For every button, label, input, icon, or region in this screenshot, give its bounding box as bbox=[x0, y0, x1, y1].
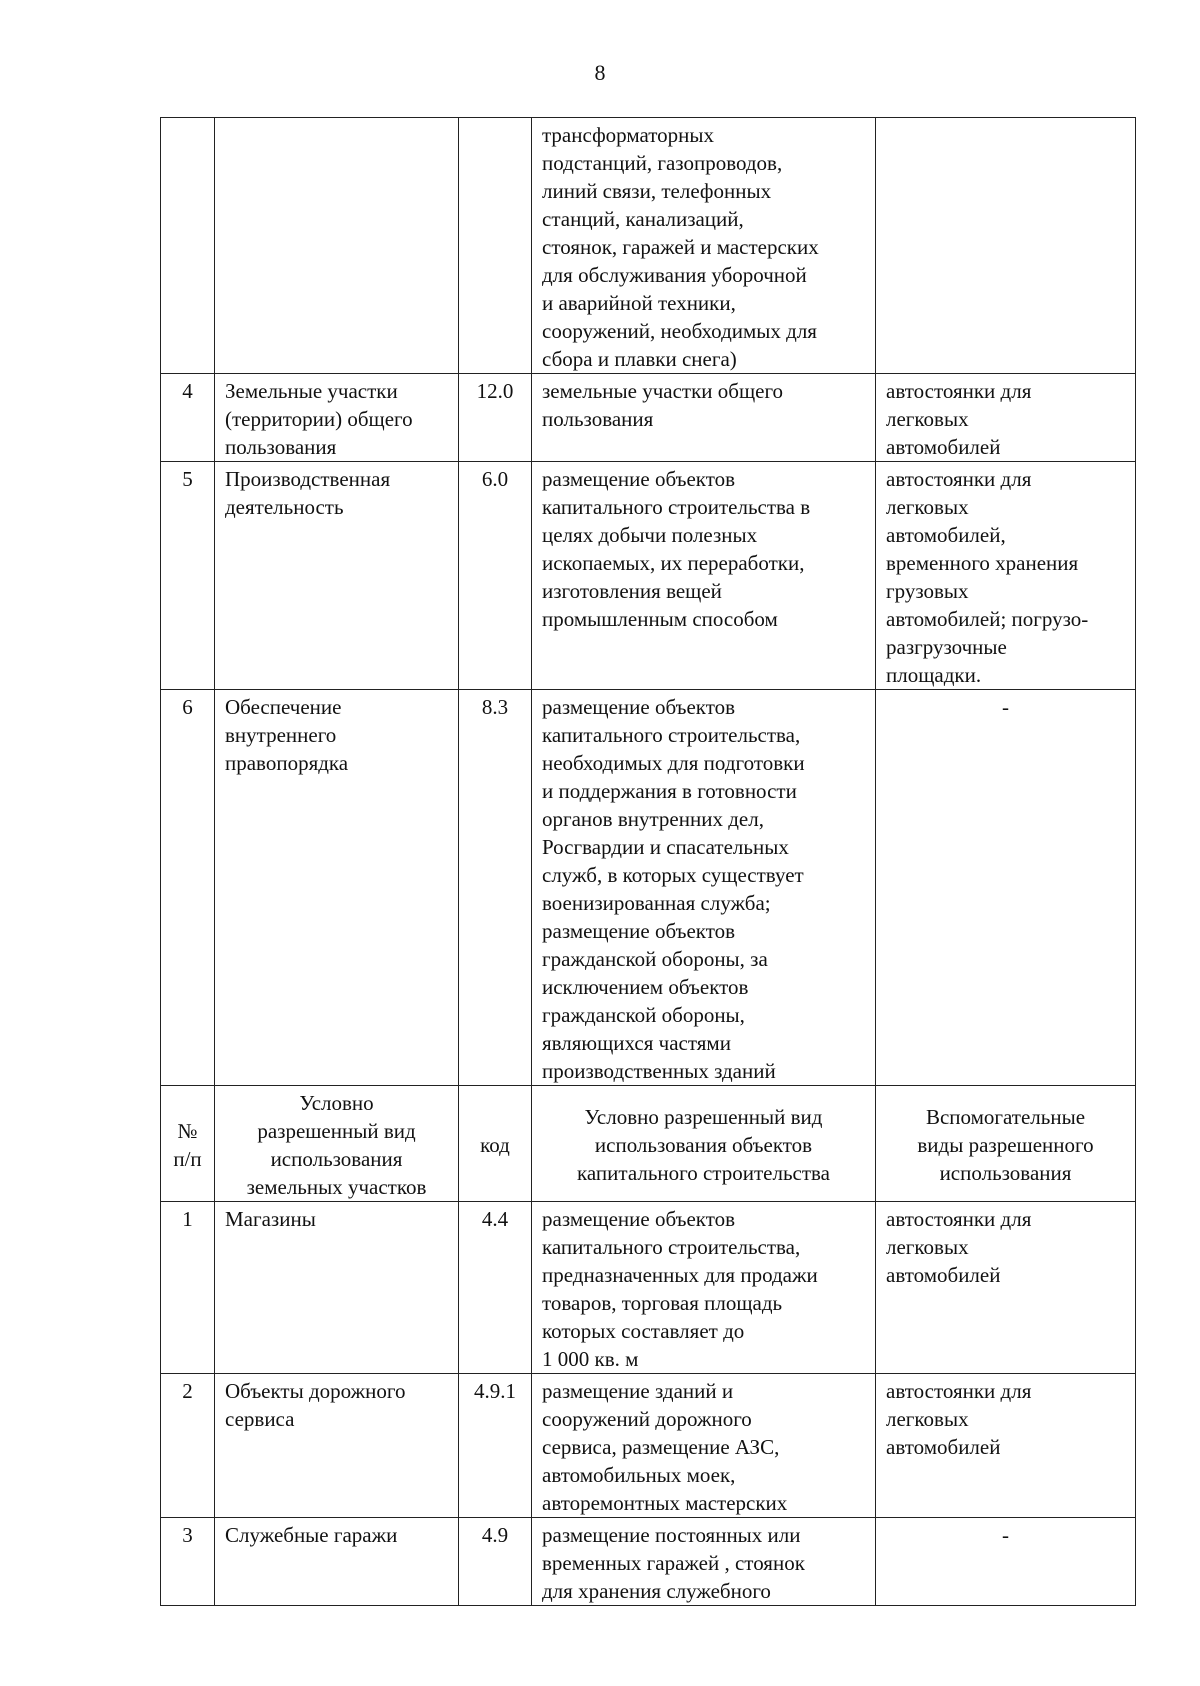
table-row bbox=[161, 690, 1136, 1086]
description-cell: размещение объектов капитального строительства, предназначенных для продажи товаров, торговая площадь которых составляет до 1 000 кв. м bbox=[532, 1202, 876, 1374]
code-cell: 4.4 bbox=[459, 1202, 532, 1374]
table-row bbox=[161, 462, 1136, 690]
header-description-cell: Условно разрешенный вид использования объектов капитального строительства bbox=[532, 1086, 876, 1202]
land-use-name-cell: Магазины bbox=[215, 1202, 459, 1374]
row-number-cell: 3 bbox=[161, 1518, 215, 1606]
auxiliary-use-cell bbox=[876, 118, 1136, 374]
description-cell: размещение зданий и сооружений дорожного сервиса, размещение АЗС, автомобильных моек, авторемонтных мастерских bbox=[532, 1374, 876, 1518]
table-row bbox=[161, 1202, 1136, 1374]
auxiliary-use-cell: автостоянки для легковых автомобилей bbox=[876, 1374, 1136, 1518]
code-cell: 12.0 bbox=[459, 374, 532, 462]
conditional-use-header-row bbox=[161, 1086, 1136, 1202]
row-number-cell: 2 bbox=[161, 1374, 215, 1518]
page-number: 8 bbox=[594, 60, 606, 85]
code-cell: 4.9 bbox=[459, 1518, 532, 1606]
code-cell bbox=[459, 118, 532, 374]
row-number-cell: 4 bbox=[161, 374, 215, 462]
description-cell: размещение объектов капитального строительства в целях добычи полезных ископаемых, их переработки, изготовления вещей промышленным способом bbox=[532, 462, 876, 690]
auxiliary-use-cell: автостоянки для легковых автомобилей bbox=[876, 374, 1136, 462]
code-cell: 6.0 bbox=[459, 462, 532, 690]
land-use-name-cell bbox=[215, 118, 459, 374]
land-use-table bbox=[160, 117, 1136, 1606]
table-row bbox=[161, 1518, 1136, 1606]
row-number-cell: 6 bbox=[161, 690, 215, 1086]
row-number-cell: 5 bbox=[161, 462, 215, 690]
code-cell: 8.3 bbox=[459, 690, 532, 1086]
header-code-cell: код bbox=[459, 1086, 532, 1202]
header-auxiliary-cell: Вспомогательные виды разрешенного использования bbox=[876, 1086, 1136, 1202]
row-number-cell bbox=[161, 118, 215, 374]
header-land-use-cell: Условно разрешенный вид использования земельных участков bbox=[215, 1086, 459, 1202]
auxiliary-use-cell: автостоянки для легковых автомобилей bbox=[876, 1202, 1136, 1374]
land-use-name-cell: Объекты дорожного сервиса bbox=[215, 1374, 459, 1518]
auxiliary-use-cell: - bbox=[876, 1518, 1136, 1606]
land-use-name-cell: Служебные гаражи bbox=[215, 1518, 459, 1606]
auxiliary-use-cell: автостоянки для легковых автомобилей, временного хранения грузовых автомобилей; погрузо- разгрузочные площадки. bbox=[876, 462, 1136, 690]
description-cell: земельные участки общего пользования bbox=[532, 374, 876, 462]
land-use-name-cell: Обеспечение внутреннего правопорядка bbox=[215, 690, 459, 1086]
row-number-cell: 1 bbox=[161, 1202, 215, 1374]
table-row bbox=[161, 374, 1136, 462]
auxiliary-use-cell: - bbox=[876, 690, 1136, 1086]
header-number-cell: № п/п bbox=[161, 1086, 215, 1202]
description-cell: размещение постоянных или временных гаражей , стоянок для хранения служебного bbox=[532, 1518, 876, 1606]
table-row bbox=[161, 1374, 1136, 1518]
description-cell: трансформаторных подстанций, газопроводов, линий связи, телефонных станций, канализаций, стоянок, гаражей и мастерских для обслуживания уборочной и аварийной техники, сооружений, необходимых для сбора и плавки снега) bbox=[532, 118, 876, 374]
land-use-name-cell: Земельные участки (территории) общего пользования bbox=[215, 374, 459, 462]
table-row-continuation bbox=[161, 118, 1136, 374]
land-use-name-cell: Производственная деятельность bbox=[215, 462, 459, 690]
code-cell: 4.9.1 bbox=[459, 1374, 532, 1518]
description-cell: размещение объектов капитального строительства, необходимых для подготовки и поддержания в готовности органов внутренних дел, Росгвардии и спасательных служб, в которых существует военизированная служба; размещение объектов гражданской обороны, за исключением объектов гражданской обороны, являющихся частями производственных зданий bbox=[532, 690, 876, 1086]
